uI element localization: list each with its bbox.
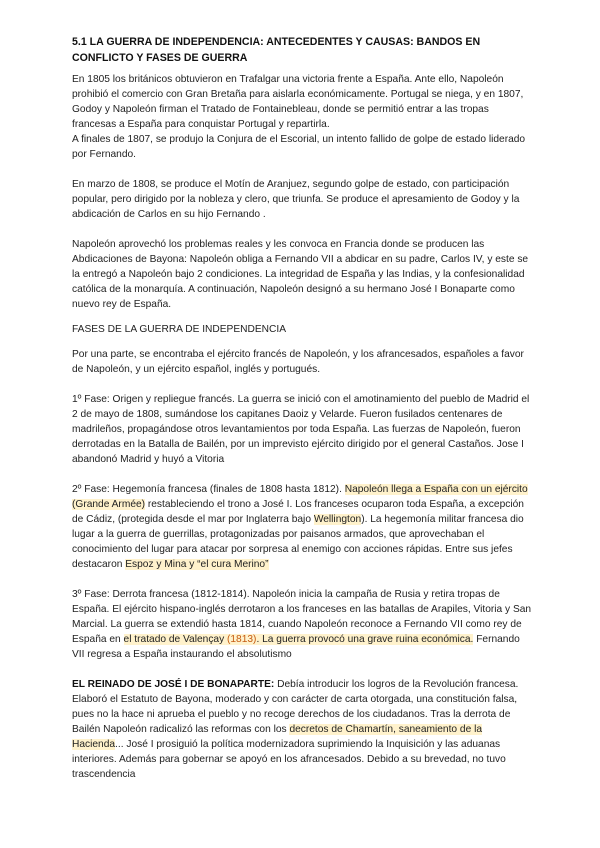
paragraph-conjura-escorial: A finales de 1807, se produjo la Conjura de el Escorial, un intento fallido de golpe de estado liderado por Fernando. [72, 134, 526, 160]
reinado-heading: EL REINADO DE JOSÉ I DE BONAPARTE: [72, 679, 275, 690]
document-page [72, 34, 534, 782]
fase3-highlight-ruina: . La guerra provocó una grave ruina económica. [256, 634, 474, 645]
fases-heading: FASES DE LA GUERRA DE INDEPENDENCIA [72, 324, 286, 335]
paragraph-motin-aranjuez: En marzo de 1808, se produce el Motín de Aranjuez, segundo golpe de estado, con participación popular, pero dirigido por la nobleza y clero, que triunfa. Se produce el apresamiento de Godoy y la abdicación de Carlos en su hijo Fernando . [72, 179, 520, 220]
fase2-text-2: restableciendo el trono a José I. Los franceses ocuparon toda España, a excepción de Cádiz, (protegida desde el mar por Inglaterra bajo [72, 499, 524, 525]
fase3-text-1: 3º Fase: Derrota francesa (1812-1814). Napoleón inicia la campaña de Rusia y retira tropas de España. El ejército hispano-inglés derrotaron a los franceses en las batallas de Arapiles, Vitoria y San Marcial. La guerra se extendió hasta 1814, cuando Napoleón reconoce a Fernando VII como rey de España en [72, 589, 532, 645]
paragraph-reinado-jose-i [72, 677, 534, 782]
fase2-text-1: 2º Fase: Hegemonía francesa (finales de 1808 hasta 1812). [72, 484, 345, 495]
paragraph-trafalgar: En 1805 los británicos obtuvieron en Trafalgar una victoria frente a España. Ante ello, Napoleón prohibió el comercio con Gran Bretaña para aislarla económicamente. Portugal se niega, y en 1807, Godoy y Napoleón firman el Tratado de Fontainebleau, donde se permitió entrar a las tropas francesas a España para conquistar Portugal y repartirla. [72, 74, 524, 130]
paragraph-fase-1: 1º Fase: Origen y repliegue francés. La guerra se inició con el amotinamiento del pueblo de Madrid el 2 de mayo de 1808, sumándose los capitanes Daoiz y Velarde. Fueron fusilados centenares de madrileños, propagándose otros levantamientos por toda España. Las fuerzas de Napoleón, fueron derrotadas en la Batalla de Bailén, por un imprevisto ejército dirigido por el general Castaños. Jose I abandonó Madrid y huyó a Vitoria [72, 394, 530, 465]
fase3-highlight-year: (1813) [227, 634, 257, 645]
paragraph-bandos: Por una parte, se encontraba el ejército francés de Napoleón, y los afrancesados, españoles a favor de Napoleón, y un ejército español, inglés y portugués. [72, 349, 524, 375]
reinado-highlight-decretos: decretos de Chamartín, saneamiento de la Hacienda [72, 724, 482, 750]
fase2-highlight-wellington: Wellington [313, 514, 362, 525]
reinado-text-1: Debía introducir los logros de la Revolución francesa. Elaboró el Estatuto de Bayona, moderado y con carácter de carta otorgada, una constitución falsa, pues no la hace ni aprueba el pueblo y no recoge derechos de los ciudadanos. Tras la derrota de Bailén Napoleón radicalizó las reformas con los [72, 679, 519, 735]
fase2-text-3: ). La hegemonía militar francesa dio lugar a la guerra de guerrillas, protagonizadas por paisanos armados, que aprovechaban el conocimiento del lugar para atacar por sorpresa al enemigo con acciones rápidas. Entre sus jefes destacaron [72, 514, 524, 570]
fase2-highlight-guerrilleros: Espoz y Mina y “el cura Merino” [125, 559, 269, 570]
paragraph-abdicaciones-bayona: Napoleón aprovechó los problemas reales y les convoca en Francia donde se producen las Abdicaciones de Bayona: Napoleón obliga a Fernando VII a abdicar en su padre, Carlos IV, y este se la entregó a Napoleón bajo 2 condiciones. La integridad de España y las Indias, y la confesionalidad católica de la monarquía. A continuación, Napoleón designó a su hermano José I Bonaparte como nuevo rey de España. [72, 239, 529, 310]
fase2-highlight-grande-armee: Napoleón llega a España con un ejército (Grande Armée) [72, 484, 528, 510]
fase3-highlight-tratado: el tratado de Valençay [123, 634, 227, 645]
fase3-text-2: Fernando VII regresa a España instaurando el absolutismo [72, 634, 520, 660]
section-title: 5.1 LA GUERRA DE INDEPENDENCIA: ANTECEDENTES Y CAUSAS: BANDOS EN CONFLICTO Y FASES DE GUERRA [72, 36, 481, 64]
paragraph-fase-2 [72, 482, 534, 572]
reinado-text-2: ... José I prosiguió la política modernizadora suprimiendo la Inquisición y las aduanas interiores. Además para gobernar se apoyó en los afrancesados. Debido a su brevedad, no tuvo trascendencia [72, 739, 506, 780]
paragraph-fase-3 [72, 587, 534, 662]
